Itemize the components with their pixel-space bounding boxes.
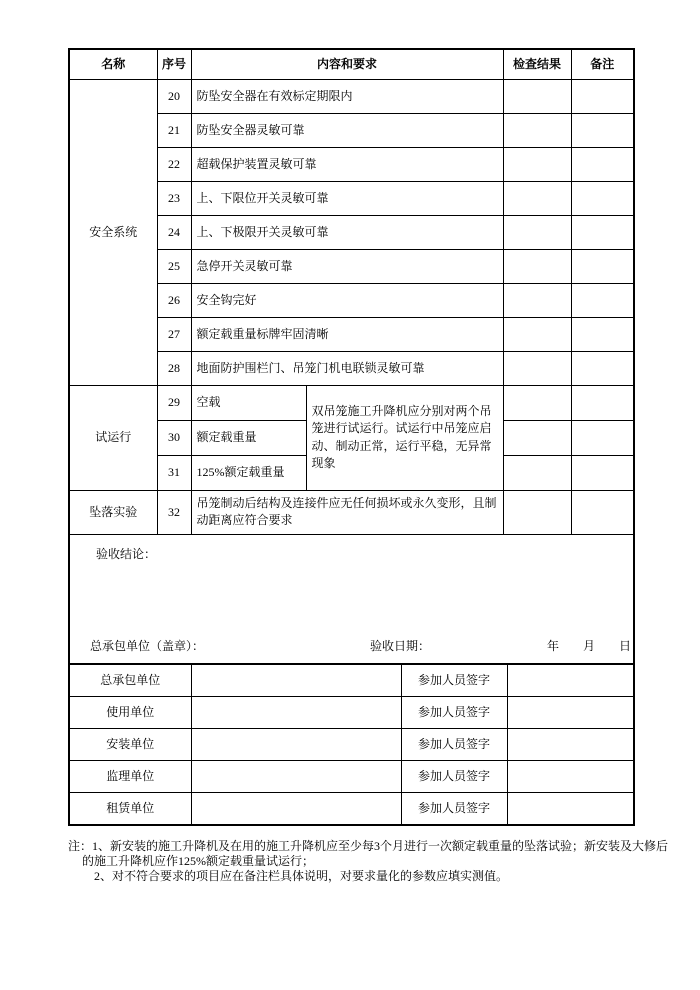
no-cell: 25 — [157, 249, 191, 283]
conclusion-footer — [70, 638, 633, 653]
col-header-content: 内容和要求 — [191, 49, 503, 79]
unit-label: 监理单位 — [69, 761, 191, 793]
check-result-cell — [503, 490, 571, 534]
sign-label: 参加人员签字 — [401, 729, 507, 761]
content-cell: 上、下极限开关灵敏可靠 — [191, 215, 503, 249]
sign-label: 参加人员签字 — [401, 697, 507, 729]
signature-table — [68, 665, 635, 826]
sign-value-cell — [507, 697, 634, 729]
signature-row — [69, 793, 634, 825]
inspection-table — [68, 48, 635, 665]
check-result-cell — [503, 351, 571, 385]
content-cell: 安全钩完好 — [191, 283, 503, 317]
remark-cell — [571, 249, 634, 283]
no-cell: 28 — [157, 351, 191, 385]
footnote-1: 注：1、新安装的施工升降机及在用的施工升降机应至少每3个月进行一次额定载重量的坠落试验；新安装及大修后的施工升降机应作125%额定载重量试运行； — [68, 838, 669, 868]
check-result-cell — [503, 317, 571, 351]
content-cell: 额定载重量 — [191, 420, 306, 455]
check-result-cell — [503, 113, 571, 147]
check-result-cell — [503, 455, 571, 490]
unit-label: 租赁单位 — [69, 793, 191, 825]
remark-cell — [571, 215, 634, 249]
table-row — [69, 490, 634, 534]
no-cell: 22 — [157, 147, 191, 181]
signature-row — [69, 665, 634, 697]
no-cell: 27 — [157, 317, 191, 351]
col-header-name: 名称 — [69, 49, 157, 79]
content-cell: 空载 — [191, 385, 306, 420]
footnote-2: 2、对不符合要求的项目应在备注栏具体说明，对要求量化的参数应填实测值。 — [94, 868, 509, 883]
remark-cell — [571, 79, 634, 113]
col-header-result: 检查结果 — [503, 49, 571, 79]
section-name-drop-test: 坠落实验 — [69, 490, 157, 534]
unit-value-cell — [191, 761, 401, 793]
content-cell: 防坠安全器灵敏可靠 — [191, 113, 503, 147]
sign-value-cell — [507, 729, 634, 761]
content-cell: 125%额定载重量 — [191, 455, 306, 490]
content-cell: 吊笼制动后结构及连接件应无任何损坏或永久变形，且制动距离应符合要求 — [191, 490, 503, 534]
no-cell: 29 — [157, 385, 191, 420]
table-row — [69, 385, 634, 420]
no-cell: 31 — [157, 455, 191, 490]
check-result-cell — [503, 181, 571, 215]
remark-cell — [571, 317, 634, 351]
check-result-cell — [503, 249, 571, 283]
check-result-cell — [503, 420, 571, 455]
acceptance-form — [68, 48, 669, 884]
footnotes — [68, 839, 668, 884]
no-cell: 23 — [157, 181, 191, 215]
no-cell: 26 — [157, 283, 191, 317]
col-header-no: 序号 — [157, 49, 191, 79]
conclusion-row — [69, 534, 634, 664]
remark-cell — [571, 147, 634, 181]
unit-value-cell — [191, 729, 401, 761]
sign-label: 参加人员签字 — [401, 761, 507, 793]
section-name-test-run: 试运行 — [69, 385, 157, 490]
remark-cell — [571, 351, 634, 385]
signature-row — [69, 729, 634, 761]
contractor-seal-label: 总承包单位（盖章）： — [90, 638, 205, 653]
remark-cell — [571, 181, 634, 215]
col-header-remark: 备注 — [571, 49, 634, 79]
sign-value-cell — [507, 761, 634, 793]
check-result-cell — [503, 385, 571, 420]
unit-value-cell — [191, 665, 401, 697]
conclusion-label: 验收结论： — [96, 546, 157, 561]
check-result-cell — [503, 147, 571, 181]
check-result-cell — [503, 283, 571, 317]
sign-value-cell — [507, 665, 634, 697]
table-header-row — [69, 49, 634, 79]
sign-label: 参加人员签字 — [401, 665, 507, 697]
test-run-merged-note: 双吊笼施工升降机应分别对两个吊笼进行试运行。试运行中吊笼应启动、制动正常，运行平稳，无异常现象 — [306, 385, 503, 490]
content-cell: 防坠安全器在有效标定期限内 — [191, 79, 503, 113]
content-cell: 上、下限位开关灵敏可靠 — [191, 181, 503, 215]
content-cell: 额定载重量标牌牢固清晰 — [191, 317, 503, 351]
sign-value-cell — [507, 793, 634, 825]
conclusion-cell — [69, 534, 634, 664]
remark-cell — [571, 283, 634, 317]
no-cell: 20 — [157, 79, 191, 113]
sign-label: 参加人员签字 — [401, 793, 507, 825]
remark-cell — [571, 490, 634, 534]
unit-value-cell — [191, 793, 401, 825]
content-cell: 急停开关灵敏可靠 — [191, 249, 503, 283]
no-cell: 30 — [157, 420, 191, 455]
remark-cell — [571, 420, 634, 455]
unit-label: 总承包单位 — [69, 665, 191, 697]
no-cell: 21 — [157, 113, 191, 147]
unit-label: 使用单位 — [69, 697, 191, 729]
unit-label: 安装单位 — [69, 729, 191, 761]
no-cell: 32 — [157, 490, 191, 534]
signature-row — [69, 697, 634, 729]
check-result-cell — [503, 215, 571, 249]
content-cell: 超载保护装置灵敏可靠 — [191, 147, 503, 181]
table-row — [69, 79, 634, 113]
remark-cell — [571, 113, 634, 147]
check-result-cell — [503, 79, 571, 113]
year-month-day-label: 年 月 日 — [547, 638, 632, 653]
unit-value-cell — [191, 697, 401, 729]
content-cell: 地面防护围栏门、吊笼门机电联锁灵敏可靠 — [191, 351, 503, 385]
signature-row — [69, 761, 634, 793]
remark-cell — [571, 455, 634, 490]
remark-cell — [571, 385, 634, 420]
section-name-safety: 安全系统 — [69, 79, 157, 385]
acceptance-date-label: 验收日期： — [370, 638, 431, 653]
no-cell: 24 — [157, 215, 191, 249]
